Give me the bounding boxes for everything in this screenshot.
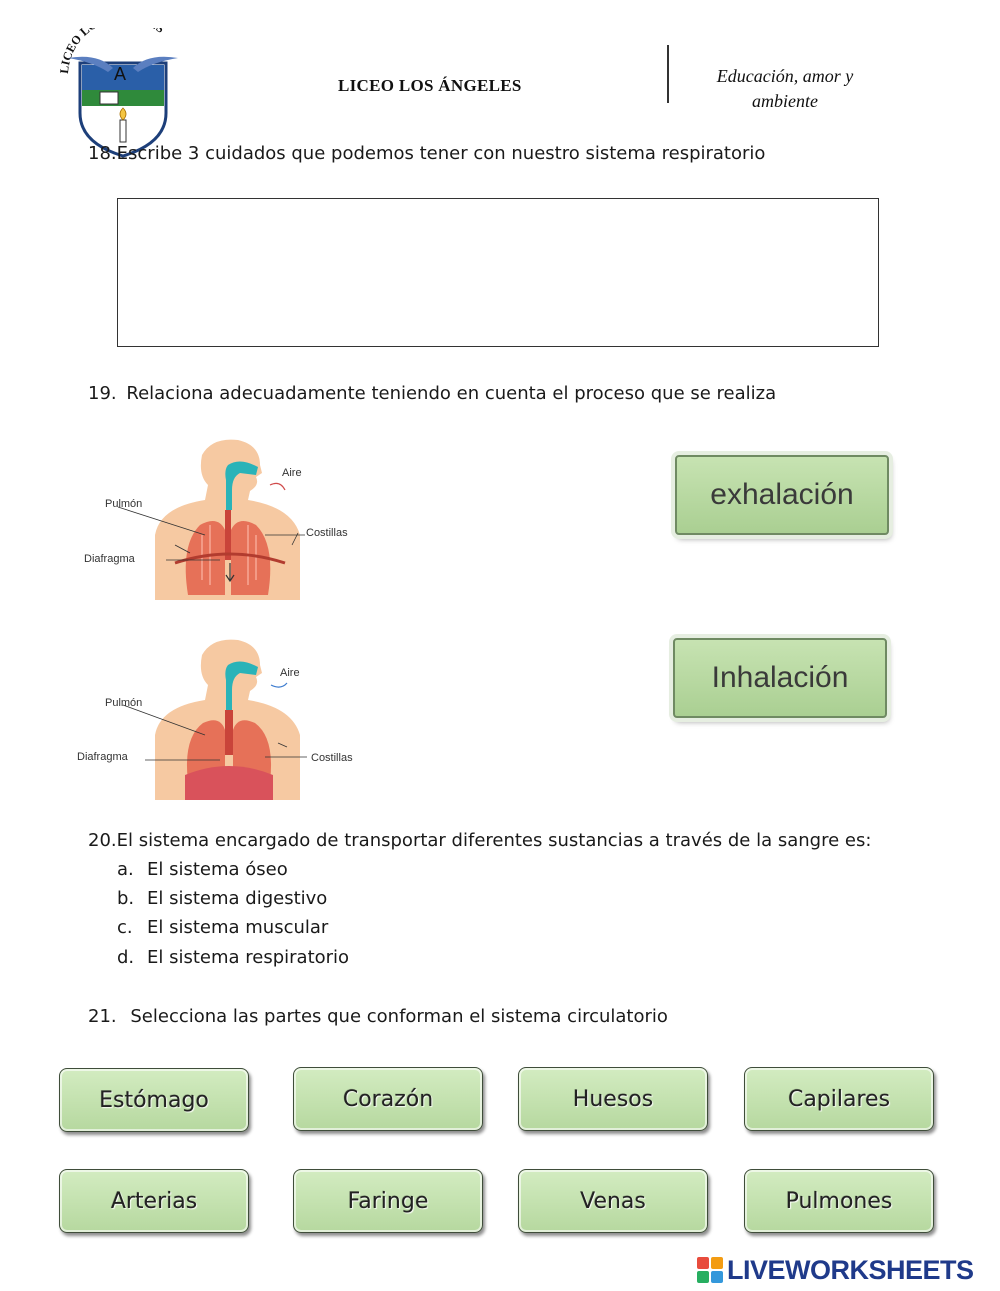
- choice-c-text: El sistema muscular: [147, 917, 329, 938]
- question-18-number: 18.: [88, 143, 117, 164]
- choice-c-letter: c.: [117, 917, 133, 938]
- school-name: LICEO LOS ÁNGELES: [338, 76, 522, 95]
- school-motto: [690, 64, 880, 114]
- option-estomago[interactable]: Estómago: [59, 1068, 249, 1132]
- choice-d-letter: d.: [117, 947, 135, 968]
- diagram-2-label-diafragma: Diafragma: [77, 751, 128, 763]
- lungs-diagram-icon: [80, 435, 380, 603]
- choice-d-text: El sistema respiratorio: [147, 947, 350, 968]
- option-pulmones[interactable]: Pulmones: [744, 1169, 934, 1233]
- motto-line-1: Educación, amor y: [716, 66, 854, 86]
- diagram-2-label-pulmon: Pulmón: [105, 697, 143, 709]
- question-21: [88, 1006, 668, 1027]
- question-21-text: Selecciona las partes que conforman el sistema circulatorio: [130, 1006, 668, 1027]
- choice-b[interactable]: [117, 888, 327, 909]
- diagram-1-label-aire: Aire: [282, 467, 302, 479]
- option-huesos[interactable]: Huesos: [518, 1067, 708, 1131]
- lungs-diagram-icon: [75, 635, 375, 803]
- diagram-2-label-costillas: Costillas: [311, 752, 353, 764]
- choice-a[interactable]: [117, 859, 288, 880]
- logo-arc-text: LICEO L S: [58, 28, 168, 75]
- diagram-1-label-costillas: Costillas: [306, 527, 348, 539]
- header-divider: [667, 45, 669, 103]
- question-18-text: Escribe 3 cuidados que podemos tener con nuestro sistema respiratorio: [116, 143, 766, 164]
- question-18: [88, 143, 765, 164]
- option-faringe[interactable]: Faringe: [293, 1169, 483, 1233]
- diagram-1-label-diafragma: Diafragma: [84, 553, 135, 565]
- question-20: 20.El sistema encargado de transportar diferentes sustancias a través de la sangre es:: [88, 830, 872, 851]
- respiratory-diagram-1: [80, 435, 380, 603]
- option-arterias[interactable]: Arterias: [59, 1169, 249, 1233]
- liveworksheets-grid-icon: [697, 1257, 723, 1283]
- option-capilares[interactable]: Capilares: [744, 1067, 934, 1131]
- choice-b-text: El sistema digestivo: [147, 888, 328, 909]
- respiratory-diagram-2: [75, 635, 375, 803]
- school-logo: [58, 28, 188, 158]
- question-19-number: 19.: [88, 383, 117, 404]
- answer-box-18[interactable]: [117, 198, 879, 347]
- logo-letter: A: [114, 64, 127, 84]
- option-corazon[interactable]: Corazón: [293, 1067, 483, 1131]
- liveworksheets-brand: LIVEWORKSHEETS: [727, 1254, 974, 1285]
- question-19: [88, 383, 776, 404]
- choice-a-letter: a.: [117, 859, 134, 880]
- choice-b-letter: b.: [117, 888, 135, 909]
- choice-c[interactable]: [117, 917, 328, 938]
- shield-logo-icon: [58, 28, 188, 158]
- choice-a-text: El sistema óseo: [147, 859, 288, 880]
- option-inhalacion[interactable]: Inhalación: [673, 638, 887, 718]
- option-venas[interactable]: Venas: [518, 1169, 708, 1233]
- choice-d[interactable]: [117, 947, 349, 968]
- option-exhalacion[interactable]: exhalación: [675, 455, 889, 535]
- diagram-1-label-pulmon: Pulmón: [105, 498, 143, 510]
- liveworksheets-logo[interactable]: [697, 1254, 997, 1286]
- diagram-2-label-aire: Aire: [280, 667, 300, 679]
- motto-line-2: ambiente: [752, 91, 818, 111]
- question-19-text: Relaciona adecuadamente teniendo en cuenta el proceso que se realiza: [126, 383, 777, 404]
- question-21-number: 21.: [88, 1006, 117, 1027]
